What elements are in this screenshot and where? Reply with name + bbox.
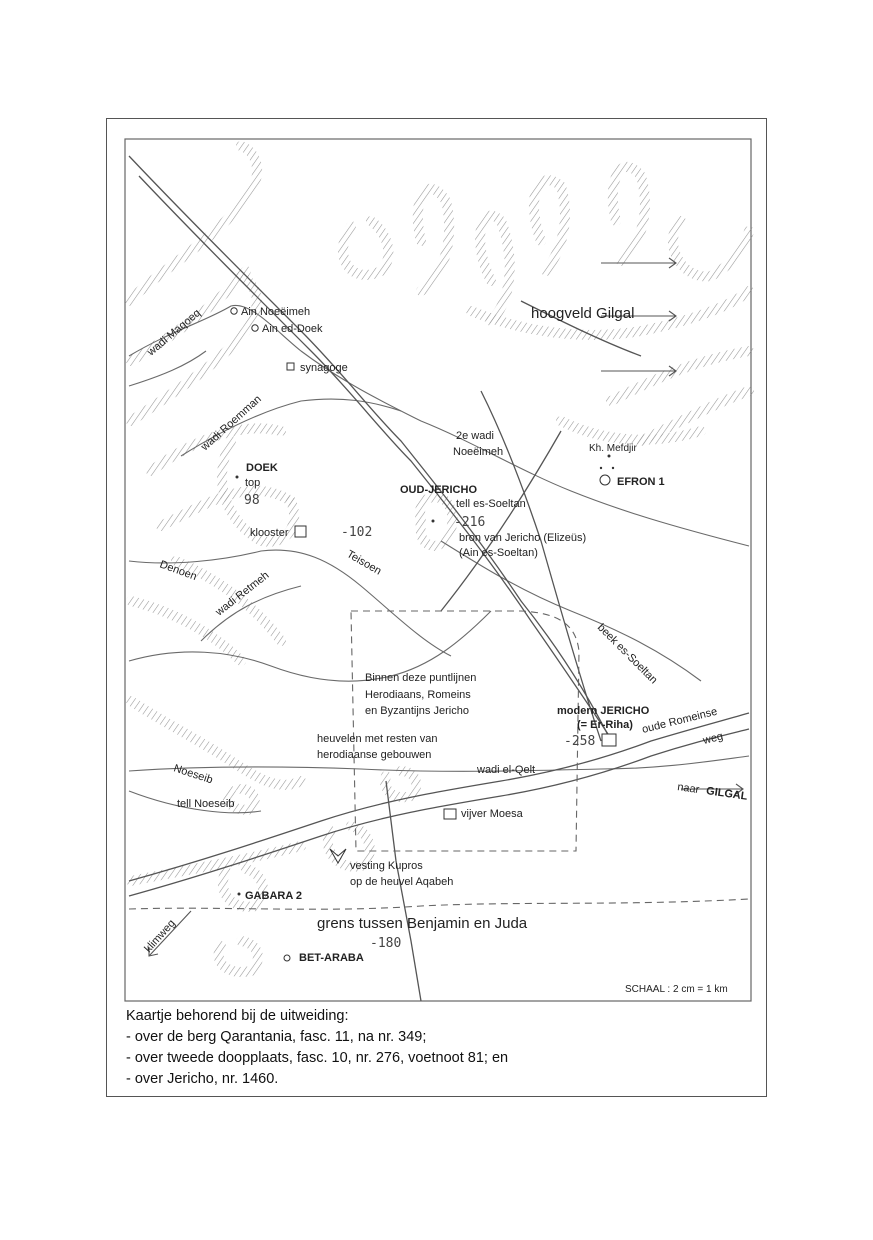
label-herodian-2: Herodiaans, Romeins xyxy=(365,689,471,701)
map-scale: SCHAAL : 2 cm = 1 km xyxy=(625,984,728,995)
label-noeeimeh: Noeëimeh xyxy=(453,446,504,458)
label-denoen: Denoen xyxy=(157,558,199,584)
label-noeseib: Noeseib xyxy=(172,762,215,787)
label-oud-jericho: OUD-JERICHO xyxy=(400,484,478,496)
label-gabara: GABARA 2 xyxy=(245,890,303,902)
label-wadi-roemman: wadi Roemman xyxy=(198,393,264,454)
tribal-border xyxy=(129,899,749,909)
map-caption xyxy=(126,1006,746,1090)
map-frame xyxy=(106,118,767,1097)
modern-jericho-symbol xyxy=(602,734,616,746)
label-teisoen: Teisoen xyxy=(344,548,384,578)
label-doek-elevation: 98 xyxy=(244,493,260,508)
label-heuvel-aqabeh: op de heuvel Aqabeh xyxy=(350,876,454,888)
klooster-symbol xyxy=(295,526,306,537)
label-wadi-maqoeq: wadi Maqoeq xyxy=(145,307,204,359)
label-doek: DOEK xyxy=(246,462,278,474)
label-2e-wadi: 2e wadi xyxy=(456,430,494,442)
vijver-symbol xyxy=(444,809,456,819)
label-vijver-moesa: vijver Moesa xyxy=(461,808,523,820)
label-herodian-1: Binnen deze puntlijnen xyxy=(365,672,477,684)
label-gilgal: GILGAL xyxy=(705,785,749,803)
label-herodian-3: en Byzantijns Jericho xyxy=(365,705,469,717)
label-hills-2: herodiaanse gebouwen xyxy=(317,749,432,761)
label-modern-elevation: -258 xyxy=(564,734,596,749)
synagoge-symbol xyxy=(287,363,294,370)
label-beek-es-soeltan: beek es-Soeltan xyxy=(594,621,660,687)
place-symbols xyxy=(231,308,616,961)
label-hoogveld-gilgal: hoogveld Gilgal xyxy=(531,305,635,322)
label-tell-es-soeltan: tell es-Soeltan xyxy=(456,498,526,510)
caption-item: - over Jericho, nr. 1460. xyxy=(126,1071,279,1087)
label-hills-1: heuvelen met resten van xyxy=(317,733,438,745)
label-naar: naar xyxy=(676,781,701,797)
label-weg: weg xyxy=(701,730,725,747)
label-klooster-elevation: -102 xyxy=(341,525,373,540)
ain-ed-doek-symbol xyxy=(252,325,258,331)
label-naar-gilgal xyxy=(677,781,749,803)
label-klooster: klooster xyxy=(250,527,289,539)
label-vesting-kupros: vesting Kupros xyxy=(350,860,423,872)
label-bet-elevation: -180 xyxy=(370,936,402,951)
label-ain-noeeimeh: Ain Noeëimeh xyxy=(241,306,311,318)
label-kh-mefdjir: Kh. Mefdjir xyxy=(589,443,637,454)
label-border: grens tussen Benjamin en Juda xyxy=(317,915,528,932)
jericho-map xyxy=(107,119,766,1096)
label-bet-araba: BET-ARABA xyxy=(299,952,364,964)
label-ain-ed-doek: Ain ed-Doek xyxy=(262,323,323,335)
caption-title: Kaartje behorend bij de uitweiding: xyxy=(126,1008,349,1024)
label-bron-2: (Ain es-Soeltan) xyxy=(459,547,538,559)
label-efron: EFRON 1 xyxy=(617,476,665,488)
ain-noeeimeh-symbol xyxy=(231,308,237,314)
label-wadi-retmeh: wadi Retmeh xyxy=(213,569,272,619)
efron-symbol xyxy=(600,475,610,485)
bet-araba-symbol xyxy=(284,955,290,961)
label-modern-jericho: modern JERICHO xyxy=(557,705,650,717)
label-doek-top: top xyxy=(245,477,261,489)
label-tell-noeseib: tell Noeseib xyxy=(177,798,235,810)
label-wadi-el-qelt: wadi el-Qelt xyxy=(477,764,536,776)
label-er-riha: (= Er-Riha) xyxy=(577,719,633,731)
label-oude-romeinse: oude Romeinse xyxy=(640,705,719,736)
label-bron-1: bron van Jericho (Elizeüs) xyxy=(459,532,587,544)
caption-item: - over de berg Qarantania, fasc. 11, na nr. 349; xyxy=(126,1029,427,1045)
caption-item: - over tweede doopplaats, fasc. 10, nr. 276, voetnoot 81; en xyxy=(126,1050,509,1066)
label-oud-elevation: -216 xyxy=(454,515,486,530)
label-synagoge: synagoge xyxy=(300,362,348,374)
label-klimweg: klimweg xyxy=(142,917,178,956)
